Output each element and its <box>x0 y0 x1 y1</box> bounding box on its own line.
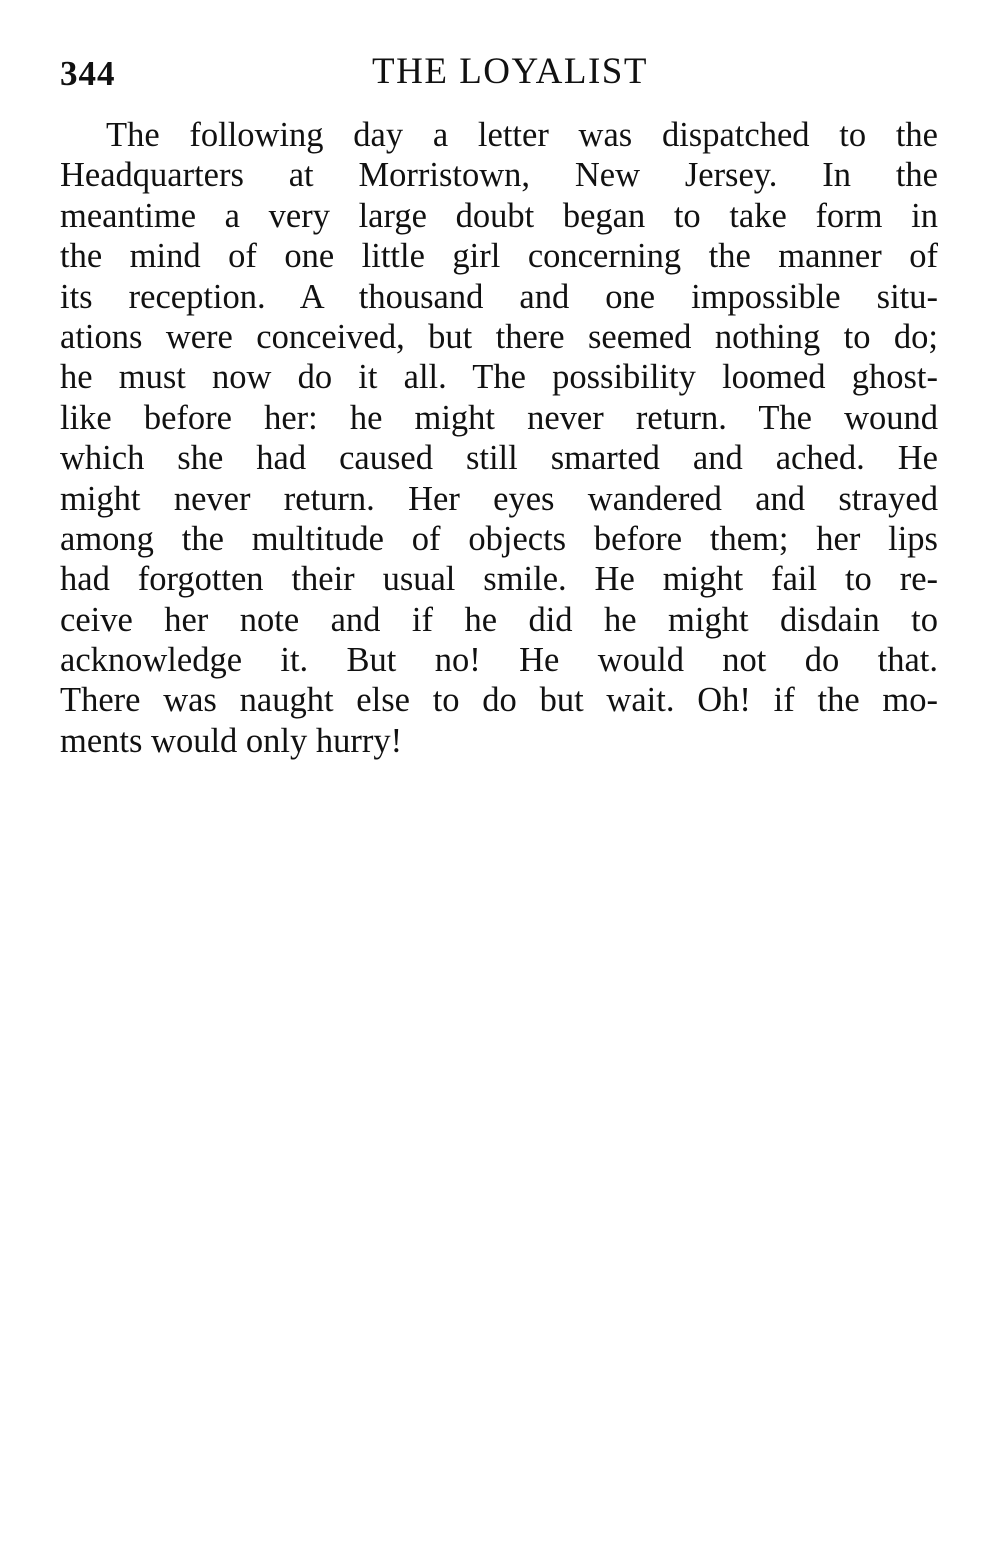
text-line: its reception. A thousand and one impossible situ- <box>60 277 938 316</box>
text-line: ations were conceived, but there seemed nothing to do; <box>60 317 938 356</box>
text-line: Headquarters at Morristown, New Jersey. In the <box>60 156 938 195</box>
text-line: which she had caused still smarted and ached. He <box>60 439 938 478</box>
text-line: among the multitude of objects before them; her lips <box>60 519 938 558</box>
text-line: might never return. Her eyes wandered and strayed <box>60 479 938 518</box>
text-line: like before her: he might never return. The wound <box>60 398 938 437</box>
text-line: acknowledge it. But no! He would not do that. <box>60 641 938 680</box>
page-number: 344 <box>60 54 116 93</box>
text-line: ments would only hurry! <box>60 721 403 760</box>
text-line: he must now do it all. The possibility loomed ghost- <box>60 358 938 397</box>
page-header <box>60 44 940 98</box>
text-line: There was naught else to do but wait. Oh! if the mo- <box>60 681 938 720</box>
text-line: the mind of one little girl concerning the manner of <box>60 237 938 276</box>
text-line: ceive her note and if he did he might disdain to <box>60 600 938 639</box>
running-title: THE LOYALIST <box>372 51 648 92</box>
text-line: The following day a letter was dispatched to the <box>106 116 938 154</box>
text-line: had forgotten their usual smile. He might fail to re- <box>60 560 938 599</box>
body-paragraph <box>60 115 938 761</box>
text-line: meantime a very large doubt began to take form in <box>60 196 938 235</box>
